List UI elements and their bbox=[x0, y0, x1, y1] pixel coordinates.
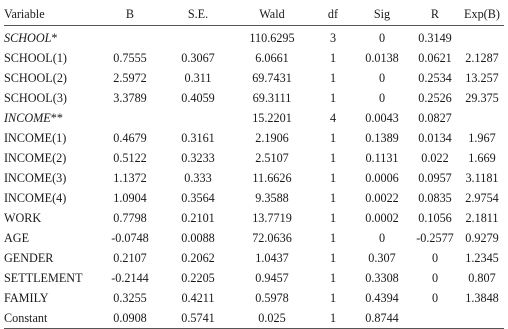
column-header: Wald bbox=[232, 3, 312, 26]
variable-cell bbox=[4, 268, 96, 288]
value-cell: 69.3111 bbox=[252, 91, 292, 105]
table-row bbox=[4, 26, 504, 49]
value-cell: 0.5978 bbox=[255, 291, 289, 305]
value-cell bbox=[96, 26, 164, 49]
value-cell: 3.3789 bbox=[113, 91, 147, 105]
variable-cell bbox=[4, 168, 96, 188]
value-cell: 9.3588 bbox=[255, 191, 289, 205]
logistic-regression-table bbox=[4, 3, 504, 329]
table-row bbox=[4, 208, 504, 228]
value-cell: 0.0043 bbox=[365, 111, 399, 125]
value-cell: -0.2144 bbox=[111, 271, 149, 285]
value-cell: 1.669 bbox=[468, 151, 496, 165]
value-cell: 0.3233 bbox=[181, 151, 215, 165]
value-cell: 2.5107 bbox=[255, 151, 289, 165]
variable-label: SCHOOL(3) bbox=[4, 91, 67, 105]
value-cell: 0.0908 bbox=[96, 308, 164, 329]
variable-cell bbox=[4, 288, 96, 308]
value-cell: 1 bbox=[329, 271, 337, 285]
table-row bbox=[4, 108, 504, 128]
variable-label: INCOME bbox=[4, 111, 51, 125]
variable-label: FAMILY bbox=[4, 291, 49, 305]
value-cell: 1 bbox=[329, 131, 337, 145]
table-row bbox=[4, 268, 504, 288]
variable-label: SCHOOL(1) bbox=[4, 51, 67, 65]
table-row bbox=[4, 248, 504, 268]
column-header: Variable bbox=[4, 3, 96, 26]
value-cell: 11.6626 bbox=[252, 171, 292, 185]
variable-cell bbox=[4, 308, 96, 329]
column-header: Sig bbox=[354, 3, 410, 26]
table-row bbox=[4, 288, 504, 308]
value-cell: 1 bbox=[329, 251, 337, 265]
value-cell: 0 bbox=[378, 231, 386, 245]
value-cell: -0.2577 bbox=[416, 231, 454, 245]
value-cell: 13.7719 bbox=[252, 211, 292, 225]
value-cell: 0.3308 bbox=[365, 271, 399, 285]
value-cell: 0.307 bbox=[368, 251, 396, 265]
value-cell: 6.0661 bbox=[255, 51, 289, 65]
column-header: B bbox=[96, 3, 164, 26]
value-cell: 0.9457 bbox=[255, 271, 289, 285]
value-cell: 2.9754 bbox=[465, 191, 499, 205]
value-cell: 72.0636 bbox=[252, 231, 292, 245]
value-cell: 69.7431 bbox=[252, 71, 292, 85]
value-cell: 1.1372 bbox=[113, 171, 147, 185]
variable-label: Constant bbox=[4, 311, 48, 325]
value-cell: 0.5741 bbox=[164, 308, 232, 329]
variable-cell bbox=[4, 228, 96, 248]
table-row bbox=[4, 148, 504, 168]
value-cell: 0.7798 bbox=[113, 211, 147, 225]
value-cell: 13.257 bbox=[465, 71, 499, 85]
value-cell: 1.0437 bbox=[255, 251, 289, 265]
value-cell bbox=[96, 108, 164, 128]
value-cell: 0.0134 bbox=[418, 131, 452, 145]
value-cell bbox=[164, 26, 232, 49]
value-cell: 0 bbox=[378, 71, 386, 85]
value-cell: 2.5972 bbox=[113, 71, 147, 85]
value-cell: 0.2534 bbox=[418, 71, 452, 85]
table-row bbox=[4, 48, 504, 68]
variable-label: INCOME(4) bbox=[4, 191, 67, 205]
value-cell: 0.0621 bbox=[418, 51, 452, 65]
value-cell: 1 bbox=[329, 191, 337, 205]
value-cell: 15.2201 bbox=[252, 111, 292, 125]
value-cell: 4 bbox=[329, 111, 337, 125]
value-cell: 2.1287 bbox=[465, 51, 499, 65]
table-body bbox=[4, 26, 504, 329]
value-cell: 0.2062 bbox=[181, 251, 215, 265]
value-cell: 0 bbox=[431, 271, 439, 285]
variable-cell bbox=[4, 188, 96, 208]
table-row bbox=[4, 168, 504, 188]
table-row bbox=[4, 128, 504, 148]
value-cell: 0.0957 bbox=[418, 171, 452, 185]
variable-label: INCOME(2) bbox=[4, 151, 67, 165]
value-cell: 0.3255 bbox=[113, 291, 147, 305]
value-cell: 0.3149 bbox=[418, 31, 452, 45]
value-cell: 0.4211 bbox=[181, 291, 215, 305]
value-cell bbox=[460, 26, 504, 49]
table-row bbox=[4, 88, 504, 108]
column-header: R bbox=[410, 3, 460, 26]
table-row bbox=[4, 228, 504, 248]
value-cell: 0.2205 bbox=[181, 271, 215, 285]
variable-label: SETTLEMENT bbox=[4, 271, 83, 285]
value-cell: 0.2107 bbox=[113, 251, 147, 265]
variable-label: WORK bbox=[4, 211, 42, 225]
value-cell: 0.4679 bbox=[113, 131, 147, 145]
value-cell: 0.1131 bbox=[365, 151, 399, 165]
value-cell: 1 bbox=[329, 151, 337, 165]
table-row bbox=[4, 68, 504, 88]
value-cell: 0.333 bbox=[184, 171, 212, 185]
value-cell: 0.2526 bbox=[418, 91, 452, 105]
value-cell: 0.7555 bbox=[113, 51, 147, 65]
value-cell: 0.0006 bbox=[365, 171, 399, 185]
value-cell: 0.0002 bbox=[365, 211, 399, 225]
variable-label: SCHOOL bbox=[4, 31, 52, 45]
table-row bbox=[4, 188, 504, 208]
value-cell: 0.0835 bbox=[418, 191, 452, 205]
value-cell: 2.1906 bbox=[255, 131, 289, 145]
significance-marker: * bbox=[51, 31, 58, 45]
value-cell: 0.0022 bbox=[365, 191, 399, 205]
value-cell: 1 bbox=[329, 51, 337, 65]
value-cell: 0.807 bbox=[468, 271, 496, 285]
value-cell: 0.5122 bbox=[113, 151, 147, 165]
variable-cell bbox=[4, 108, 96, 128]
value-cell: 0.9279 bbox=[465, 231, 499, 245]
value-cell: 0.3564 bbox=[181, 191, 215, 205]
value-cell: 1.0904 bbox=[113, 191, 147, 205]
variable-cell bbox=[4, 68, 96, 88]
variable-label: GENDER bbox=[4, 251, 54, 265]
value-cell: 0.2101 bbox=[181, 211, 215, 225]
variable-label: INCOME(3) bbox=[4, 171, 67, 185]
value-cell: 1 bbox=[329, 71, 337, 85]
value-cell: 0.4394 bbox=[365, 291, 399, 305]
value-cell: 0.4059 bbox=[181, 91, 215, 105]
value-cell: 1 bbox=[329, 211, 337, 225]
value-cell: 110.6295 bbox=[249, 31, 295, 45]
column-header: df bbox=[312, 3, 354, 26]
value-cell bbox=[410, 308, 460, 329]
value-cell: 1 bbox=[329, 231, 337, 245]
variable-cell bbox=[4, 48, 96, 68]
variable-cell bbox=[4, 128, 96, 148]
column-header: Exp(B) bbox=[460, 3, 504, 26]
value-cell: 0.1056 bbox=[418, 211, 452, 225]
value-cell: 3.1181 bbox=[465, 171, 499, 185]
column-header: S.E. bbox=[164, 3, 232, 26]
value-cell: 0 bbox=[431, 291, 439, 305]
value-cell: 0.3161 bbox=[181, 131, 215, 145]
variable-label: INCOME(1) bbox=[4, 131, 67, 145]
value-cell: -0.0748 bbox=[111, 231, 149, 245]
value-cell: 0.311 bbox=[184, 71, 212, 85]
variable-label: AGE bbox=[4, 231, 30, 245]
variable-cell bbox=[4, 26, 96, 49]
value-cell: 0.022 bbox=[421, 151, 449, 165]
header-row bbox=[4, 3, 504, 26]
value-cell: 0.8744 bbox=[354, 308, 410, 329]
variable-cell bbox=[4, 208, 96, 228]
value-cell bbox=[460, 108, 504, 128]
value-cell bbox=[460, 308, 504, 329]
value-cell: 1 bbox=[312, 308, 354, 329]
value-cell: 1.3848 bbox=[465, 291, 499, 305]
value-cell: 0.0088 bbox=[181, 231, 215, 245]
variable-cell bbox=[4, 88, 96, 108]
value-cell: 2.1811 bbox=[465, 211, 499, 225]
value-cell: 29.375 bbox=[465, 91, 499, 105]
value-cell: 0.025 bbox=[232, 308, 312, 329]
value-cell: 1.967 bbox=[468, 131, 496, 145]
variable-label: SCHOOL(2) bbox=[4, 71, 67, 85]
value-cell: 0 bbox=[378, 91, 386, 105]
value-cell: 0.0138 bbox=[365, 51, 399, 65]
value-cell: 0.0827 bbox=[418, 111, 452, 125]
value-cell: 0.3067 bbox=[181, 51, 215, 65]
table-row bbox=[4, 308, 504, 329]
value-cell: 0 bbox=[378, 31, 386, 45]
value-cell: 1 bbox=[329, 91, 337, 105]
value-cell: 0.1389 bbox=[365, 131, 399, 145]
value-cell: 1 bbox=[329, 171, 337, 185]
significance-marker: ** bbox=[50, 111, 63, 125]
variable-cell bbox=[4, 148, 96, 168]
value-cell: 3 bbox=[329, 31, 337, 45]
value-cell bbox=[164, 108, 232, 128]
value-cell: 1.2345 bbox=[465, 251, 499, 265]
value-cell: 1 bbox=[329, 291, 337, 305]
variable-cell bbox=[4, 248, 96, 268]
value-cell: 0 bbox=[431, 251, 439, 265]
